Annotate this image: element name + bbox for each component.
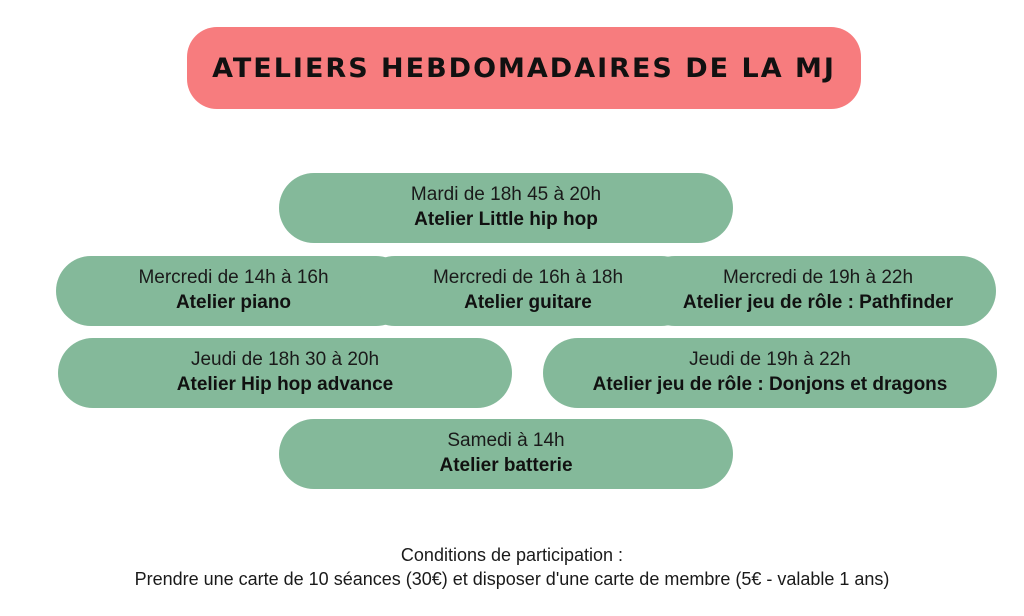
workshop-schedule: Mercredi de 14h à 16h xyxy=(138,267,329,288)
workshop-mercredi-pathfinder xyxy=(640,256,996,326)
workshop-name: Atelier batterie xyxy=(439,455,573,476)
workshop-schedule: Jeudi de 18h 30 à 20h xyxy=(190,349,380,370)
workshop-schedule: Samedi à 14h xyxy=(447,430,565,451)
workshop-samedi-batterie xyxy=(279,419,733,489)
page-title: ATELIERS HEBDOMADAIRES DE LA MJ xyxy=(187,27,861,109)
workshop-mardi-little-hip-hop xyxy=(279,173,733,243)
workshop-jeudi-hip-hop-advance xyxy=(58,338,512,408)
workshop-name: Atelier Hip hop advance xyxy=(176,374,394,395)
workshop-mercredi-piano xyxy=(56,256,411,326)
workshop-name: Atelier guitare xyxy=(464,292,592,313)
workshop-name: Atelier jeu de rôle : Pathfinder xyxy=(682,292,954,313)
workshop-schedule: Mercredi de 19h à 22h xyxy=(722,267,914,288)
workshop-name: Atelier Little hip hop xyxy=(414,209,598,230)
workshop-name: Atelier jeu de rôle : Donjons et dragons xyxy=(592,374,948,395)
workshop-schedule: Jeudi de 19h à 22h xyxy=(689,349,851,370)
workshop-jeudi-donjons-dragons xyxy=(543,338,997,408)
workshop-schedule: Mercredi de 16h à 18h xyxy=(432,267,624,288)
workshop-name: Atelier piano xyxy=(175,292,292,313)
participation-conditions xyxy=(0,543,1024,591)
conditions-heading: Conditions de participation : xyxy=(400,545,624,565)
conditions-text: Prendre une carte de 10 séances (30€) et disposer d'une carte de membre (5€ - valable 1 ans) xyxy=(134,569,890,589)
workshop-schedule: Mardi de 18h 45 à 20h xyxy=(410,184,602,205)
